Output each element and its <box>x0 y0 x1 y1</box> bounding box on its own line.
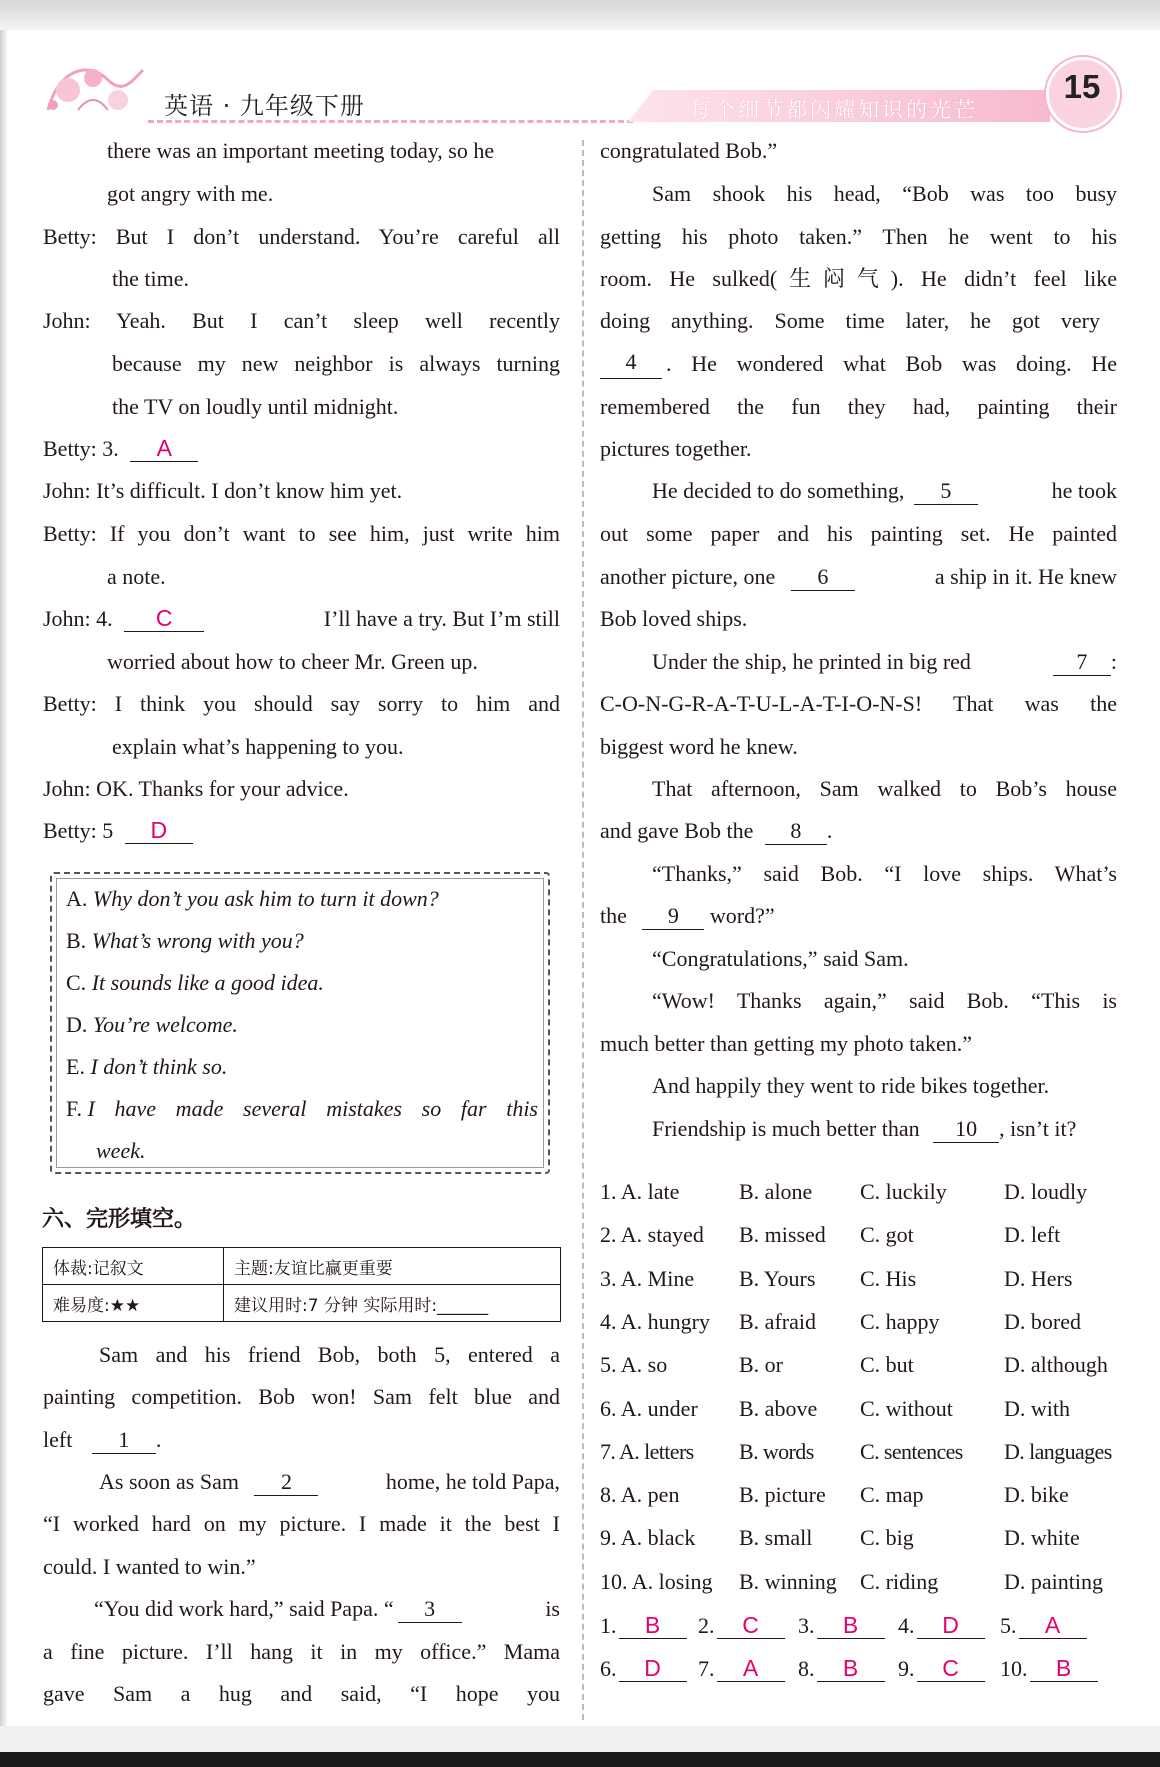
choice-2-c: C. got <box>860 1222 914 1248</box>
choice-6-c: C. without <box>860 1395 953 1421</box>
text-line: a fine picture. I’ll hang it in my office.” Mama <box>43 1639 560 1664</box>
answer-number: 1. <box>600 1613 617 1638</box>
text-line: Betty: If you don’t want to see him, just write him <box>43 521 560 546</box>
time-cell: 建议用时:7 分钟 实际用时:______ <box>224 1285 561 1322</box>
blank-5: 5 <box>914 478 978 505</box>
choice-4-b: B. afraid <box>739 1308 816 1334</box>
text-line: worried about how to cheer Mr. Green up. <box>107 649 478 674</box>
answer-blank-4: C <box>124 605 204 632</box>
blank-10: 10 <box>933 1116 999 1143</box>
answer-item-4 <box>898 1611 985 1641</box>
choice-3-b: B. Yours <box>739 1265 816 1291</box>
text-line: Betty: But I don’t understand. You’re careful all <box>43 224 560 249</box>
passage-blank-line-1: left 1 . <box>43 1427 162 1452</box>
motto-text: 每个细节都闪耀知识的光芒 <box>690 98 978 122</box>
answer-item-9 <box>898 1654 985 1684</box>
choice-6-d: D. with <box>1004 1395 1070 1421</box>
dialogue-text: Betty: 5 <box>43 818 114 843</box>
answer-number: 4. <box>898 1613 915 1638</box>
text-line: “I worked hard on my picture. I made it the best I <box>43 1511 560 1536</box>
dialogue-question-4 <box>43 604 560 634</box>
answer-item-6 <box>600 1654 687 1684</box>
left-shadow <box>0 30 8 1730</box>
choice-9-c: C. big <box>860 1525 914 1551</box>
header-dashed-line <box>148 120 633 123</box>
answer-number: 8. <box>798 1656 815 1681</box>
genre-cell: 体裁:记叙文 <box>43 1248 224 1285</box>
answer-value: B <box>1030 1655 1098 1682</box>
choice-3-a: 3. A. Mine <box>600 1265 695 1291</box>
dialogue-text: I’ll have a try. But I’m still <box>323 606 560 631</box>
text-line: out some paper and his painting set. He painted <box>600 521 1117 546</box>
choice-8-a: 8. A. pen <box>600 1482 680 1508</box>
choice-6-b: B. above <box>739 1395 818 1421</box>
choice-10-d: D. painting <box>1004 1568 1103 1594</box>
text-line: much better than getting my photo taken.” <box>600 1031 973 1056</box>
choice-7-a: 7. A. letters <box>600 1438 694 1464</box>
section-title: 六、完形填空。 <box>42 1207 197 1232</box>
info-table <box>42 1247 561 1322</box>
choice-8-b: B. picture <box>739 1482 826 1508</box>
choice-5-d: D. although <box>1004 1352 1108 1378</box>
column-divider <box>582 140 584 1720</box>
answer-value: A <box>717 1655 785 1682</box>
text-line: getting his photo taken.” Then he went to his <box>600 224 1117 249</box>
text-line: Sam shook his head, “Bob was too busy <box>652 181 1117 206</box>
answer-value: B <box>817 1655 885 1682</box>
answer-number: 10. <box>1000 1656 1028 1681</box>
theme-cell: 主题:友谊比赢更重要 <box>224 1248 561 1285</box>
answer-item-8 <box>798 1654 885 1684</box>
answer-item-3 <box>798 1611 885 1641</box>
top-shadow <box>0 0 1160 30</box>
choice-5-b: B. or <box>739 1352 783 1378</box>
blank-7: 7 <box>1053 649 1111 676</box>
text-line: a note. <box>107 564 166 589</box>
text-line: pictures together. <box>600 436 752 461</box>
option-e: E. I don’t think so. <box>66 1054 228 1079</box>
option-f: F. I have made several mistakes so far this <box>66 1096 538 1121</box>
text-line: “Congratulations,” said Sam. <box>652 946 909 971</box>
answer-number: 7. <box>698 1656 715 1681</box>
blank-1: 1 <box>92 1427 156 1454</box>
option-b: B. What’s wrong with you? <box>66 928 304 953</box>
choice-9-b: B. small <box>739 1525 813 1551</box>
choice-4-c: C. happy <box>860 1308 940 1334</box>
option-a: A. Why don’t you ask him to turn it down? <box>66 886 439 911</box>
text-line: got angry with me. <box>107 181 274 206</box>
answer-value: D <box>619 1655 687 1682</box>
text-line: explain what’s happening to you. <box>112 734 404 759</box>
answer-value: B <box>619 1612 687 1639</box>
text-line: Betty: I think you should say sorry to him and <box>43 691 560 716</box>
text-line: “Wow! Thanks again,” said Bob. “This is <box>652 988 1117 1013</box>
blank-4: 4 <box>600 349 662 379</box>
choice-4-d: D. bored <box>1004 1308 1081 1334</box>
answer-value: C <box>917 1655 985 1682</box>
answer-number: 5. <box>1000 1613 1017 1638</box>
book-title: 英语 · 九年级下册 <box>164 92 365 120</box>
passage-blank-line-9: the 9 word?” <box>600 903 775 928</box>
answer-item-5 <box>1000 1611 1087 1641</box>
choice-5-a: 5. A. so <box>600 1352 668 1378</box>
passage-blank-line-5: He decided to do something, 5 he took <box>652 478 1117 503</box>
text-line: John: Yeah. But I can’t sleep well recently <box>43 308 560 333</box>
choice-9-a: 9. A. black <box>600 1525 696 1551</box>
text-line: biggest word he knew. <box>600 734 798 759</box>
passage-blank-line-10: Friendship is much better than 10 , isn’t it? <box>652 1116 1077 1141</box>
text-line: could. I wanted to win.” <box>43 1554 256 1579</box>
choice-9-d: D. white <box>1004 1525 1080 1551</box>
answer-number: 9. <box>898 1656 915 1681</box>
choice-3-c: C. His <box>860 1265 917 1291</box>
blank-3: 3 <box>398 1596 462 1623</box>
blank-8: 8 <box>765 818 827 845</box>
answer-value: A <box>1019 1612 1087 1639</box>
answer-item-1 <box>600 1611 687 1641</box>
blank-2: 2 <box>254 1469 318 1496</box>
choice-1-a: 1. A. late <box>600 1179 680 1204</box>
choice-1-d: D. loudly <box>1004 1179 1088 1204</box>
text-line: room. He sulked(生闷气). He didn’t feel like <box>600 266 1117 291</box>
text-line: because my new neighbor is always turning <box>112 351 560 376</box>
option-f-cont: week. <box>96 1138 146 1163</box>
choice-10-a: 10. A. losing <box>600 1568 713 1594</box>
text-line: John: It’s difficult. I don’t know him yet. <box>43 478 403 503</box>
text-line: That afternoon, Sam walked to Bob’s house <box>652 776 1117 801</box>
choice-5-c: C. but <box>860 1352 914 1378</box>
choice-7-b: B. words <box>739 1438 814 1464</box>
answer-number: 2. <box>698 1613 715 1638</box>
page-bottom-margin <box>0 1726 1160 1752</box>
choice-8-c: C. map <box>860 1482 924 1508</box>
dialogue-text: John: 4. <box>43 606 113 631</box>
answer-value: B <box>817 1612 885 1639</box>
passage-blank-line-4: 4 . He wondered what Bob was doing. He <box>600 349 1117 379</box>
passage-blank-line-8: and gave Bob the 8 . <box>600 818 833 843</box>
answer-item-2 <box>698 1611 785 1641</box>
choice-1-b: B. alone <box>739 1179 813 1204</box>
choice-2-a: 2. A. stayed <box>600 1222 704 1248</box>
choice-1-c: C. luckily <box>860 1179 947 1204</box>
text-line: there was an important meeting today, so he <box>107 138 495 163</box>
choice-3-d: D. Hers <box>1004 1265 1073 1291</box>
blank-6: 6 <box>791 564 855 591</box>
text-line: the TV on loudly until midnight. <box>112 394 399 419</box>
text-line: John: OK. Thanks for your advice. <box>43 776 349 801</box>
passage-blank-line-2: As soon as Sam 2 home, he told Papa, <box>99 1469 560 1494</box>
choice-10-c: C. riding <box>860 1568 939 1594</box>
answer-number: 3. <box>798 1613 815 1638</box>
choice-2-b: B. missed <box>739 1222 826 1248</box>
choice-6-a: 6. A. under <box>600 1395 698 1421</box>
choice-2-d: D. left <box>1004 1222 1061 1248</box>
dialogue-question-5 <box>43 816 193 846</box>
answer-blank-3: A <box>130 435 198 462</box>
passage-blank-line-3: “You did work hard,” said Papa. “ 3 is <box>94 1596 560 1621</box>
page-number: 15 <box>1063 68 1101 105</box>
floral-ornament-icon <box>38 50 148 130</box>
text-line: gave Sam a hug and said, “I hope you <box>43 1681 560 1706</box>
answer-number: 6. <box>600 1656 617 1681</box>
text-line: doing anything. Some time later, he got very <box>600 308 1100 333</box>
passage-blank-line-6: another picture, one 6 a ship in it. He knew <box>600 564 1117 589</box>
text-line: congratulated Bob.” <box>600 138 778 163</box>
passage-blank-line-7: Under the ship, he printed in big red 7 : <box>652 649 1117 674</box>
answer-value: D <box>917 1612 985 1639</box>
option-c: C. It sounds like a good idea. <box>66 970 324 995</box>
choice-7-d: D. languages <box>1004 1438 1112 1464</box>
text-line: remembered the fun they had, painting their <box>600 394 1117 419</box>
text-line: Bob loved ships. <box>600 606 748 631</box>
text-line: “Thanks,” said Bob. “I love ships. What’s <box>652 861 1117 886</box>
answer-blank-5: D <box>125 817 193 844</box>
option-d: D. You’re welcome. <box>66 1012 238 1037</box>
answer-item-7 <box>698 1654 785 1684</box>
answer-item-10 <box>1000 1654 1098 1684</box>
blank-9: 9 <box>642 903 704 930</box>
difficulty-cell: 难易度:★★ <box>43 1285 224 1322</box>
choice-8-d: D. bike <box>1004 1482 1069 1508</box>
text-line: the time. <box>112 266 189 291</box>
choice-10-b: B. winning <box>739 1568 837 1594</box>
text-line: C-O-N-G-R-A-T-U-L-A-T-I-O-N-S! That was the <box>600 691 1117 716</box>
text-line: Sam and his friend Bob, both 5, entered a <box>99 1342 560 1367</box>
choice-7-c: C. sentences <box>860 1438 963 1464</box>
dialogue-text: Betty: 3. <box>43 436 119 461</box>
answer-value: C <box>717 1612 785 1639</box>
dialogue-question-3 <box>43 434 198 464</box>
bottom-bar <box>0 1752 1160 1767</box>
text-line: And happily they went to ride bikes together. <box>652 1073 1050 1098</box>
text-line: painting competition. Bob won! Sam felt blue and <box>43 1384 560 1409</box>
choice-4-a: 4. A. hungry <box>600 1308 710 1334</box>
